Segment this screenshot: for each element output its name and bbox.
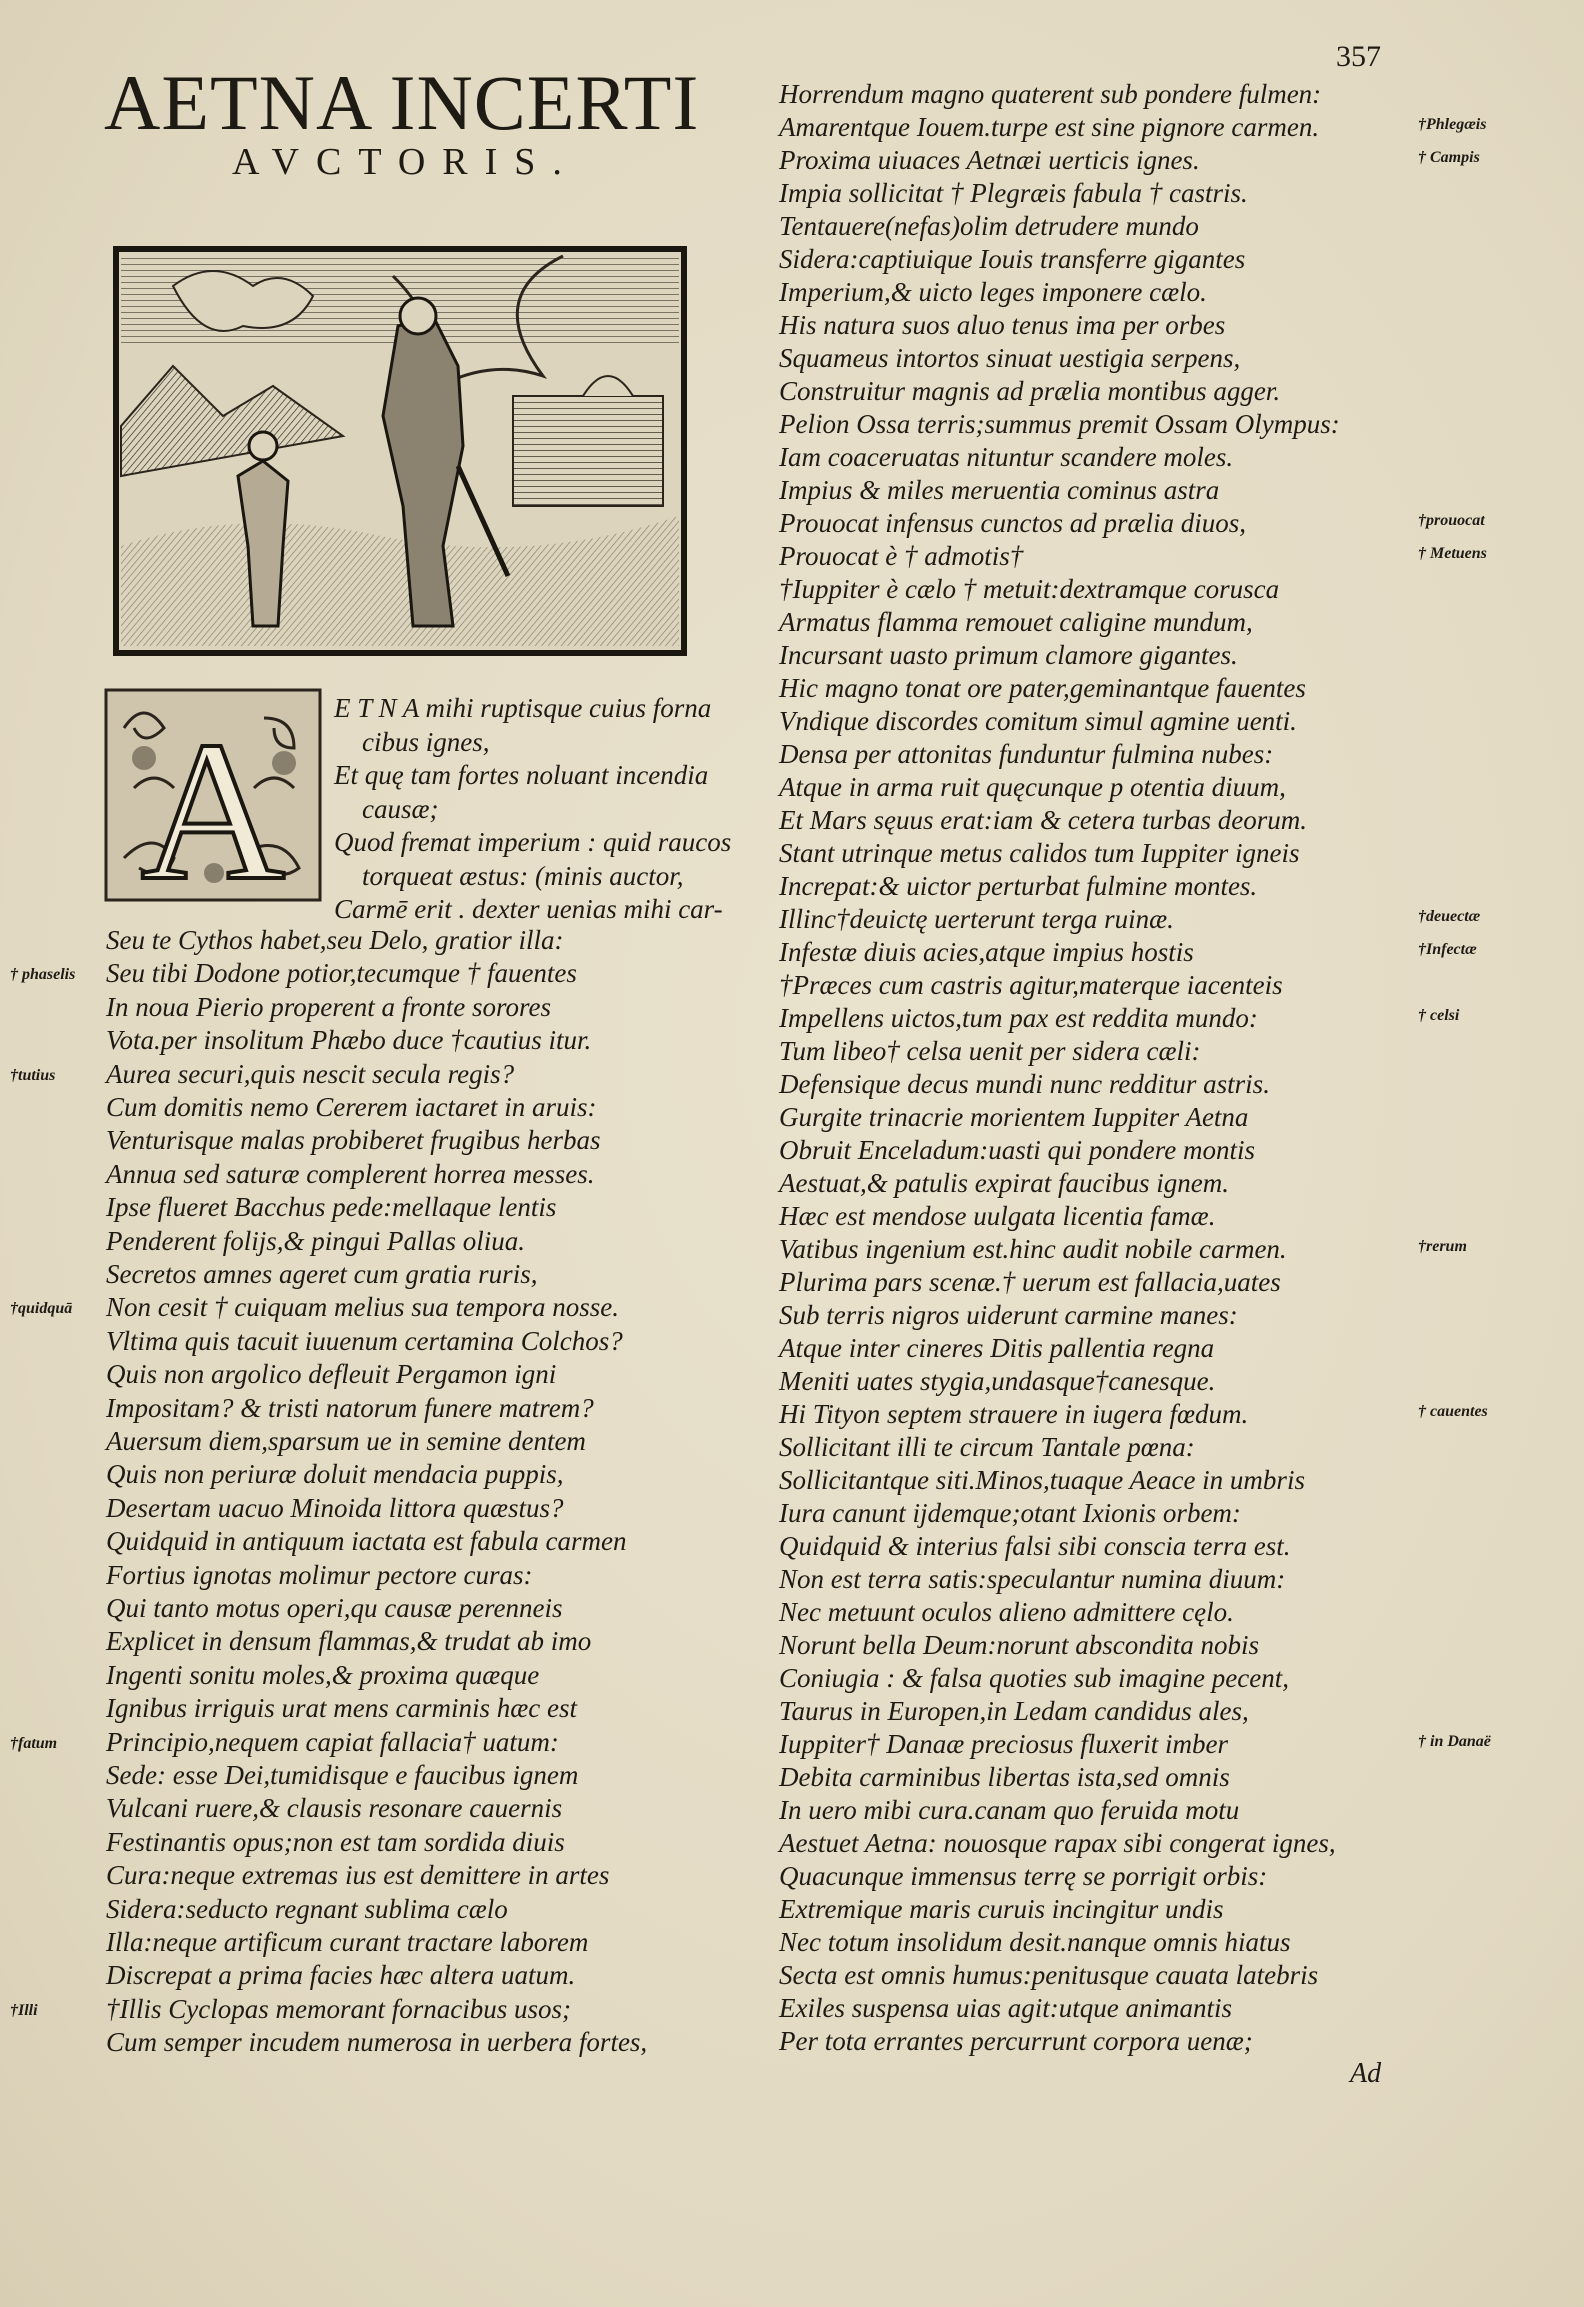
margin-note: † in Danaë xyxy=(1418,1733,1491,1750)
verse-line: Venturisque malas probiberet frugibus herbas xyxy=(106,1125,601,1156)
verse-line: †Illis Cyclopas memorant fornacibus usos; xyxy=(106,1993,571,2024)
verse-line: Norunt bella Deum:norunt abscondita nobis xyxy=(779,1630,1259,1660)
verse-line: Impia sollicitat † Plegræis fabula † castris. xyxy=(779,178,1248,208)
margin-note: †deuectæ xyxy=(1418,908,1481,925)
verse-line: Qui tanto motus operi,qu causæ perenneis xyxy=(106,1593,563,1623)
verse-line: Vulcani ruere,& clausis resonare cauernis xyxy=(106,1793,563,1824)
verse-line: Festinantis opus;non est tam sordida diuis xyxy=(106,1826,565,1857)
verse-line: Iuppiter† Danaæ preciosus fluxerit imber xyxy=(779,1729,1228,1759)
page-title: AETNA INCERTI xyxy=(104,59,700,146)
verse-line: Carmē erit . dexter uenias mihi car- xyxy=(334,894,723,924)
verse-line: causæ; xyxy=(362,793,439,824)
verse-line: Incursant uasto primum clamore gigantes. xyxy=(779,640,1238,670)
verse-line: Densa per attonitas funduntur fulmina nubes: xyxy=(779,739,1274,769)
verse-line: Aestuet Aetna: nouosque rapax sibi congerat ignes, xyxy=(779,1828,1336,1858)
verse-line: Sollicitantque siti.Minos,tuaque Aeace in umbris xyxy=(779,1465,1305,1495)
verse-line: Atque inter cineres Ditis pallentia regna xyxy=(779,1333,1215,1363)
verse-line: Prouocat è † admotis† xyxy=(779,541,1024,571)
verse-line: Illinc†deuictę uerterunt terga ruinæ. xyxy=(779,904,1174,934)
verse-line: Et quę tam fortes noluant incendia xyxy=(334,760,709,790)
verse-line: Impositam? & tristi natorum funere matrem? xyxy=(106,1392,594,1423)
verse-line: Ipse flueret Bacchus pede:mellaque lentis xyxy=(106,1192,557,1223)
verse-line: Sub terris nigros uiderunt carmine manes: xyxy=(779,1300,1238,1330)
verse-line: Aurea securi,quis nescit secula regis? xyxy=(106,1058,515,1089)
verse-line: Plurima pars scenæ.† uerum est fallacia,uates xyxy=(779,1267,1281,1297)
verse-line: Impius & miles meruentia cominus astra xyxy=(779,475,1220,505)
verse-line: Construitur magnis ad prælia montibus agger. xyxy=(779,376,1281,406)
margin-note: † Metuens xyxy=(1418,545,1487,562)
verse-line: Seu tibi Dodone potior,tecumque † fauentes xyxy=(106,958,577,989)
verse-line: Hi Tityon septem strauere in iugera fœdum. xyxy=(779,1399,1249,1429)
verse-line: Quis non periuræ doluit mendacia puppis, xyxy=(106,1459,564,1490)
verse-line: Aestuat,& patulis expirat faucibus ignem. xyxy=(779,1168,1229,1198)
verse-line: Quacunque immensus terrę se porrigit orbis: xyxy=(779,1861,1268,1891)
verse-line: cibus ignes, xyxy=(362,726,490,757)
margin-note: † cauentes xyxy=(1418,1403,1488,1420)
margin-note: † phaselis xyxy=(10,966,76,984)
verse-line: Iura canunt ijdemque;otant Ixionis orbem: xyxy=(779,1498,1241,1528)
margin-note: †rerum xyxy=(1418,1238,1467,1255)
verse-line: Obruit Enceladum:uasti qui pondere montis xyxy=(779,1135,1255,1165)
verse-line: Squameus intortos sinuat uestigia serpens, xyxy=(779,343,1241,373)
verse-line: Coniugia : & falsa quoties sub imagine pecent, xyxy=(779,1663,1289,1693)
verse-line: Sidera:captiuique Iouis transferre gigantes xyxy=(779,244,1246,274)
verse-line: Cum domitis nemo Cererem iactaret in aruis: xyxy=(106,1092,597,1122)
verse-line: Seu te Cythos habet,seu Delo, gratior illa: xyxy=(106,925,564,955)
verse-line: Atque in arma ruit quęcunque p otentia diuum, xyxy=(779,772,1286,802)
margin-note: †Phlegæis xyxy=(1418,116,1487,133)
page-number: 357 xyxy=(1336,40,1381,73)
ornamental-initial xyxy=(104,688,322,902)
verse-line: Vota.per insolitum Phæbo duce †cautius itur. xyxy=(106,1025,592,1056)
verse-line: Sede: esse Dei,tumidisque e faucibus ignem xyxy=(106,1760,579,1790)
margin-note: †prouocat xyxy=(1418,512,1485,529)
verse-line: Hæc est mendose uulgata licentia famæ. xyxy=(779,1201,1216,1231)
verse-line: Desertam uacuo Minoida littora quæstus? xyxy=(106,1492,564,1523)
verse-line: Pelion Ossa terris;summus premit Ossam Olympus: xyxy=(779,409,1340,439)
verse-line: Penderent folijs,& pingui Pallas oliua. xyxy=(106,1225,525,1256)
verse-line: Vltima quis tacuit iuuenum certamina Colchos? xyxy=(106,1325,623,1356)
verse-line: Vatibus ingenium est.hinc audit nobile carmen. xyxy=(779,1234,1287,1264)
verse-line: E T N A mihi ruptisque cuius forna xyxy=(334,693,712,723)
margin-note: † celsi xyxy=(1418,1007,1460,1024)
verse-line: Auersum diem,sparsum ue in semine dentem xyxy=(106,1426,586,1456)
verse-line: Illa:neque artificum curant tractare laborem xyxy=(106,1927,589,1957)
verse-line: Defensique decus mundi nunc redditur astris. xyxy=(779,1069,1270,1099)
verse-line: Annua sed saturæ complerent horrea messes. xyxy=(106,1158,595,1189)
catchword: Ad xyxy=(1350,2058,1382,2089)
verse-line: Per tota errantes percurrunt corpora uenæ; xyxy=(779,2026,1253,2056)
dropcap-letter: A xyxy=(140,701,286,902)
verse-line: Extremique maris curuis incingitur undis xyxy=(779,1894,1224,1924)
margin-note: †Illi xyxy=(10,2001,38,2019)
margin-note: †quidquā xyxy=(10,1300,73,1318)
verse-line: Sidera:seducto regnant sublima cælo xyxy=(106,1893,508,1924)
verse-line: Exiles suspensa uias agit:utque animantis xyxy=(779,1993,1232,2023)
verse-line: Stant utrinque metus calidos tum Iuppiter igneis xyxy=(779,838,1300,868)
verse-line: His natura suos aluo tenus ima per orbes xyxy=(779,310,1226,340)
verse-line: Discrepat a prima facies hæc altera uatum. xyxy=(106,1960,576,1991)
verse-line: Tum libeo† celsa uenit per sidera cæli: xyxy=(779,1036,1201,1066)
verse-line: Et Mars sęuus erat:iam & cetera turbas deorum. xyxy=(779,805,1307,835)
verse-line: Armatus flamma remouet caligine mundum, xyxy=(779,607,1253,637)
margin-note: †fatum xyxy=(10,1734,58,1752)
verse-line: Gurgite trinacrie morientem Iuppiter Aetna xyxy=(779,1102,1249,1132)
verse-line: Non cesit † cuiquam melius sua tempora nosse. xyxy=(106,1292,619,1323)
verse-line: Vndique discordes comitum simul agmine uenti. xyxy=(779,706,1297,736)
margin-note: †Infectæ xyxy=(1418,941,1477,958)
verse-line: Secretos amnes ageret cum gratia ruris, xyxy=(106,1259,538,1289)
page-subtitle: AVCTORIS. xyxy=(232,141,579,183)
margin-note: †tutius xyxy=(10,1066,56,1084)
verse-line: Iam coaceruatas nituntur scandere moles. xyxy=(779,442,1234,472)
verse-line: Tentauere(nefas)olim detrudere mundo xyxy=(779,211,1199,241)
verse-line: Meniti uates stygia,undasque†canesque. xyxy=(779,1366,1216,1396)
verse-line: Infestæ diuis acies,atque impius hostis xyxy=(779,937,1194,967)
verse-line: Cum semper incudem numerosa in uerbera fortes, xyxy=(106,2027,648,2058)
verse-line: Impellens uictos,tum pax est reddita mundo: xyxy=(779,1003,1258,1033)
verse-line: Quidquid in antiquum iactata est fabula carmen xyxy=(106,1526,627,1557)
verse-line: Sollicitant illi te circum Tantale pœna: xyxy=(779,1432,1195,1462)
verse-line: Taurus in Europen,in Ledam candidus ales, xyxy=(779,1696,1249,1726)
margin-note: † Campis xyxy=(1418,149,1480,166)
verse-line: Quidquid & interius falsi sibi conscia terra est. xyxy=(779,1531,1291,1561)
verse-line: Nec totum insolidum desit.nanque omnis hiatus xyxy=(779,1927,1291,1957)
woodcut-illustration xyxy=(113,246,687,656)
verse-line: Ingenti sonitu moles,& proxima quæque xyxy=(106,1659,540,1690)
verse-line: In noua Pierio properent a fronte sorores xyxy=(106,991,551,1022)
verse-line: Fortius ignotas molimur pectore curas: xyxy=(106,1559,533,1590)
verse-line: Debita carminibus libertas ista,sed omnis xyxy=(779,1762,1230,1792)
verse-line: Hic magno tonat ore pater,geminantque fauentes xyxy=(779,673,1306,703)
verse-line: †Præces cum castris agitur,materque iacenteis xyxy=(779,970,1283,1000)
verse-line: Principio,nequem capiat fallacia† uatum: xyxy=(106,1726,559,1757)
verse-line: Secta est omnis humus:penitusque cauata latebris xyxy=(779,1960,1319,1990)
verse-line: Proxima uiuaces Aetnæi uerticis ignes. xyxy=(779,145,1200,175)
verse-line: Horrendum magno quaterent sub pondere fulmen: xyxy=(779,79,1322,109)
verse-line: Imperium,& uicto leges imponere cælo. xyxy=(779,277,1207,307)
verse-line: Increpat:& uictor perturbat fulmine montes. xyxy=(779,871,1258,901)
verse-line: †Iuppiter è cælo † metuit:dextramque corusca xyxy=(779,574,1280,604)
verse-line: Non est terra satis:speculantur numina diuum: xyxy=(779,1564,1286,1594)
verse-line: Prouocat infensus cunctos ad prælia diuos, xyxy=(779,508,1246,538)
verse-line: Explicet in densum flammas,& trudat ab imo xyxy=(106,1626,592,1657)
verse-line: Cura:neque extremas ius est demittere in artes xyxy=(106,1860,610,1891)
verse-line: Quod fremat imperium : quid raucos xyxy=(334,827,732,857)
verse-line: torqueat æstus: (minis auctor, xyxy=(362,860,684,891)
verse-line: In uero mibi cura.canam quo feruida motu xyxy=(779,1795,1240,1825)
verse-line: Ignibus irriguis urat mens carminis hæc est xyxy=(106,1693,578,1724)
verse-line: Nec metuunt oculos alieno admittere cęlo. xyxy=(779,1597,1234,1627)
verse-line: Quis non argolico defleuit Pergamon igni xyxy=(106,1359,557,1390)
verse-line: Amarentque Iouem.turpe est sine pignore carmen. xyxy=(779,112,1320,142)
